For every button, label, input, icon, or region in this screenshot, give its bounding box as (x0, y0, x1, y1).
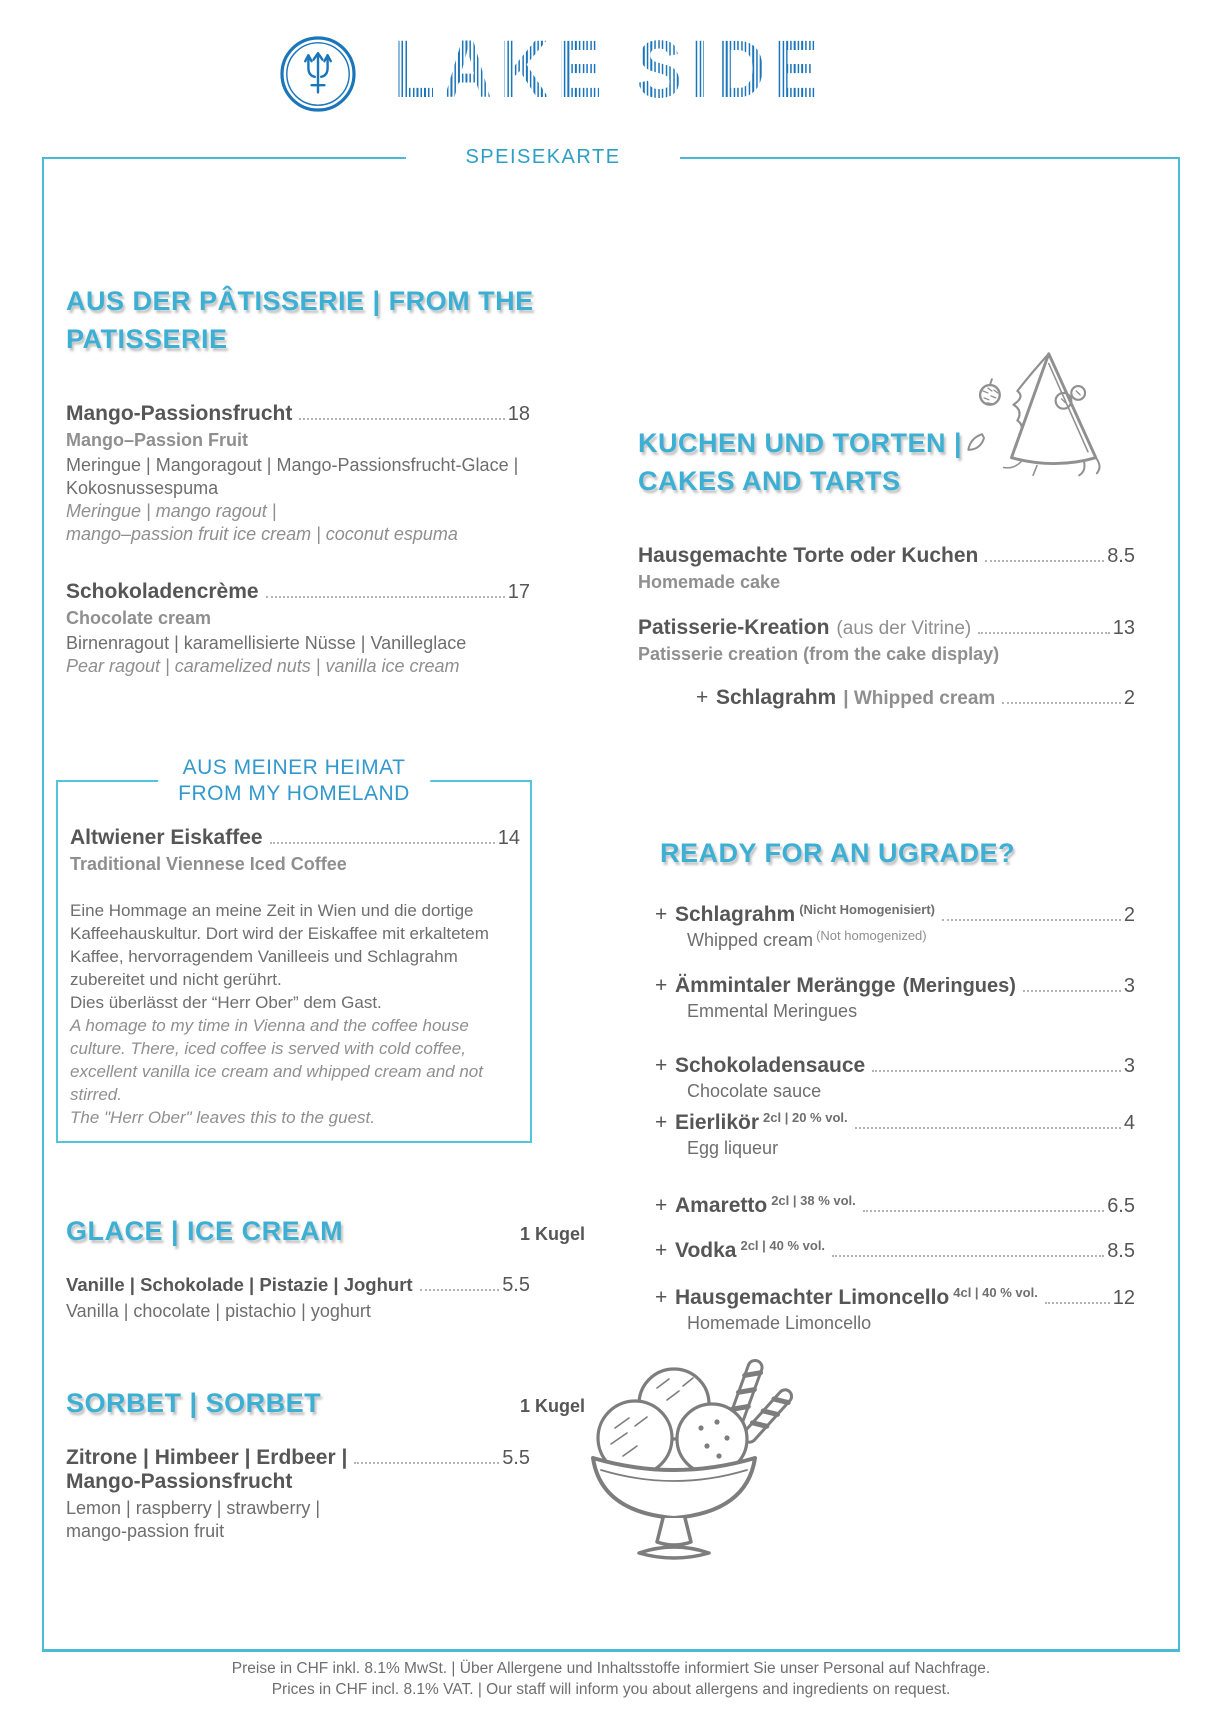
menu-title: SPEISEKARTE (465, 146, 621, 168)
item-subtitle: Emmental Meringues (687, 1001, 858, 1021)
plus-sign: + (655, 903, 668, 926)
brand-wordmark: LAKE SIDE (394, 24, 827, 115)
plus-sign: + (655, 1111, 668, 1134)
item-subtitle: mango-passion fruit (66, 1521, 225, 1541)
dotted-leader (1023, 990, 1121, 992)
dotted-leader (420, 1289, 500, 1291)
item-description-en: Meringue | mango ragout | (66, 501, 277, 521)
dotted-leader (354, 1462, 499, 1464)
item-subtitle: Homemade Limoncello (687, 1313, 872, 1333)
section-heading-sorbet: SORBET | SORBET (66, 1388, 322, 1418)
menu-addon-schlagrahm (638, 686, 1135, 710)
upgrade-item-schlagrahm (655, 903, 1135, 951)
dotted-leader (863, 1210, 1104, 1212)
section-heading-glace: GLACE | ICE CREAM (66, 1216, 344, 1246)
item-subtitle: Chocolate sauce (687, 1081, 822, 1101)
frame-bottom (42, 1649, 1180, 1652)
menu-item-patisserie-kreation (638, 616, 1135, 665)
item-story-en: The "Herr Ober" leaves this to the guest. (70, 1108, 375, 1127)
item-subtitle: Mango–Passion Fruit (66, 430, 249, 450)
item-description: Meringue | Mangoragout | Mango-Passionsfrucht-Glace | Kokosnussespuma (66, 455, 519, 498)
menu-item-schokoladencreme (66, 580, 530, 678)
dotted-leader (832, 1255, 1104, 1257)
item-subtitle-sup: (Not homogenized) (816, 928, 927, 943)
upgrade-item-amaretto (655, 1194, 1135, 1218)
menu-item-sorbet (66, 1446, 530, 1543)
item-price: 8.5 (1107, 545, 1135, 567)
dotted-leader (978, 632, 1110, 634)
item-price: 3 (1123, 1055, 1135, 1077)
item-subtitle: Whipped cream $^{(Not homogenized)}$ (687, 928, 927, 950)
dotted-leader (266, 596, 505, 598)
item-subtitle: Egg liqueur (687, 1138, 779, 1158)
footer-note-en: Prices in CHF incl. 8.1% VAT. | Our staff will inform you about allergens and ingredients on request. (271, 1681, 951, 1698)
item-description-en: Pear ragout | caramelized nuts | vanilla ice cream (66, 656, 460, 676)
dotted-leader (855, 1127, 1121, 1129)
item-detail-sup: 2cl | 20 % vol. (763, 1110, 848, 1125)
plus-sign: + (696, 686, 709, 709)
item-description-en: mango–passion fruit ice cream | coconut espuma (66, 524, 458, 544)
item-price: 14 (497, 827, 520, 849)
item-name-line2: Mango-Passionsfrucht (66, 1470, 293, 1493)
item-detail-sup: 2cl | 38 % vol. (771, 1193, 856, 1208)
section-heading-patisserie: AUS DER PÂTISSERIE | FROM THE PATISSERIE (66, 286, 534, 354)
unit-label: 1 Kugel (519, 1224, 585, 1244)
plus-sign: + (655, 974, 668, 997)
section-heading-glace-row (66, 1212, 585, 1250)
section-heading-sorbet-row (66, 1384, 585, 1422)
item-name: Hausgemachte Torte oder Kuchen (638, 544, 979, 567)
plus-sign: + (655, 1286, 668, 1309)
item-subtitle: Traditional Viennese Iced Coffee (70, 854, 347, 874)
dotted-leader (1045, 1302, 1110, 1304)
addon-price: 2 (1123, 687, 1135, 709)
item-price: 12 (1112, 1287, 1135, 1309)
dotted-leader (1002, 702, 1121, 704)
plus-sign: + (655, 1239, 668, 1262)
cake-slice-illustration (952, 340, 1120, 492)
item-name: Mango-Passionsfrucht (66, 402, 293, 425)
upgrade-item-vodka (655, 1239, 1135, 1263)
plus-sign: + (655, 1054, 668, 1077)
footer-note-de: Preise in CHF inkl. 8.1% MwSt. | Über Allergene und Inhaltsstoffe informiert Sie unser Personal auf Nachfrage. (231, 1660, 991, 1677)
title-rule-right (680, 157, 1180, 159)
item-note: (aus der Vitrine) (836, 618, 972, 639)
section-heading-homeland: AUS MEINER HEIMAT FROM MY HOMELAND (158, 755, 430, 807)
item-price: 5.5 (502, 1447, 530, 1469)
plus-sign: + (655, 1194, 668, 1217)
addon-name: Schlagrahm (716, 686, 837, 709)
item-subtitle: Patisserie creation (from the cake display) (638, 644, 1000, 664)
item-name: Patisserie-Kreation (638, 616, 830, 639)
item-price: 5.5 (502, 1274, 530, 1296)
item-price: 13 (1112, 617, 1135, 639)
item-name: Ämmintaler Merängge (675, 974, 896, 997)
item-name: Vanille | Schokolade | Pistazie | Joghurt (66, 1274, 413, 1295)
item-story-en: A homage to my time in Vienna and the coffee house culture. There, iced coffee is served with cold coffee, excellent vanilla ice cream and whipped cream and not stirred. (70, 1016, 483, 1104)
item-subtitle: Vanilla | chocolate | pistachio | yoghurt (66, 1301, 371, 1321)
menu-item-hausgemachte-torte (638, 544, 1135, 593)
item-subtitle: Chocolate cream (66, 608, 212, 628)
item-price: 3 (1123, 975, 1135, 997)
item-price: 8.5 (1107, 1240, 1135, 1262)
title-rule-left (42, 157, 406, 159)
item-name: Schokoladensauce (675, 1054, 866, 1077)
upgrade-item-meringges (655, 974, 1135, 1022)
item-name: Vodka (675, 1239, 737, 1262)
item-name: Amaretto (675, 1194, 768, 1217)
item-story-de: Eine Hommage an meine Zeit in Wien und die dortige Kaffeehauskultur. Dort wird der Eiskaffee mit erkaltetem Kaffee, hervorragendem Vanilleeis und Schlagrahm zubereitet und nicht gerührt. (70, 901, 489, 989)
item-price: 18 (507, 403, 530, 425)
item-price: 6.5 (1107, 1195, 1135, 1217)
unit-label: 1 Kugel (519, 1396, 585, 1416)
section-heading-upgrades: READY FOR AN UGRADE? (660, 838, 1016, 868)
dotted-leader (270, 842, 495, 844)
upgrade-item-eierlikoer (655, 1111, 1135, 1159)
item-detail-sup: 4cl | 40 % vol. (953, 1285, 1038, 1300)
item-name: Schokoladencrème (66, 580, 259, 603)
dotted-leader (299, 418, 504, 420)
section-homeland-box (56, 755, 532, 1143)
section-heading-cakes: KUCHEN UND TORTEN | CAKES AND TARTS (638, 428, 963, 496)
menu-item-mango-passionsfrucht (66, 402, 530, 546)
menu-item-glace (66, 1274, 530, 1323)
item-price: 2 (1123, 904, 1135, 926)
dotted-leader (942, 919, 1121, 921)
frame-left (42, 157, 44, 1651)
upgrade-item-schokoladensauce (655, 1054, 1135, 1102)
trident-logo-icon (278, 34, 358, 114)
ice-cream-sundae-illustration (548, 1346, 800, 1566)
item-subtitle: Lemon | raspberry | strawberry | (66, 1498, 321, 1518)
item-name: Zitrone | Himbeer | Erdbeer | (66, 1446, 348, 1469)
item-price: 17 (507, 581, 530, 603)
item-name: Hausgemachter Limoncello (675, 1286, 950, 1309)
frame-right (1178, 157, 1180, 1651)
item-detail-sup: 2cl | 40 % vol. (740, 1238, 826, 1253)
item-name: Altwiener Eiskaffee (70, 826, 263, 849)
item-price: 4 (1123, 1112, 1135, 1134)
addon-label-en: | Whipped cream (843, 688, 996, 709)
dotted-leader (872, 1070, 1121, 1072)
dotted-leader (985, 560, 1104, 562)
item-story-de: Dies überlässt der “Herr Ober” dem Gast. (70, 993, 382, 1012)
item-name: Schlagrahm (675, 903, 796, 926)
item-detail-sup: (Nicht Homogenisiert) (799, 902, 936, 917)
item-subtitle: Homemade cake (638, 572, 781, 592)
upgrade-item-limoncello (655, 1286, 1135, 1334)
item-note: (Meringues) (902, 975, 1016, 997)
item-description: Birnenragout | karamellisierte Nüsse | Vanilleglace (66, 633, 467, 653)
item-name: Eierlikör (675, 1111, 760, 1134)
